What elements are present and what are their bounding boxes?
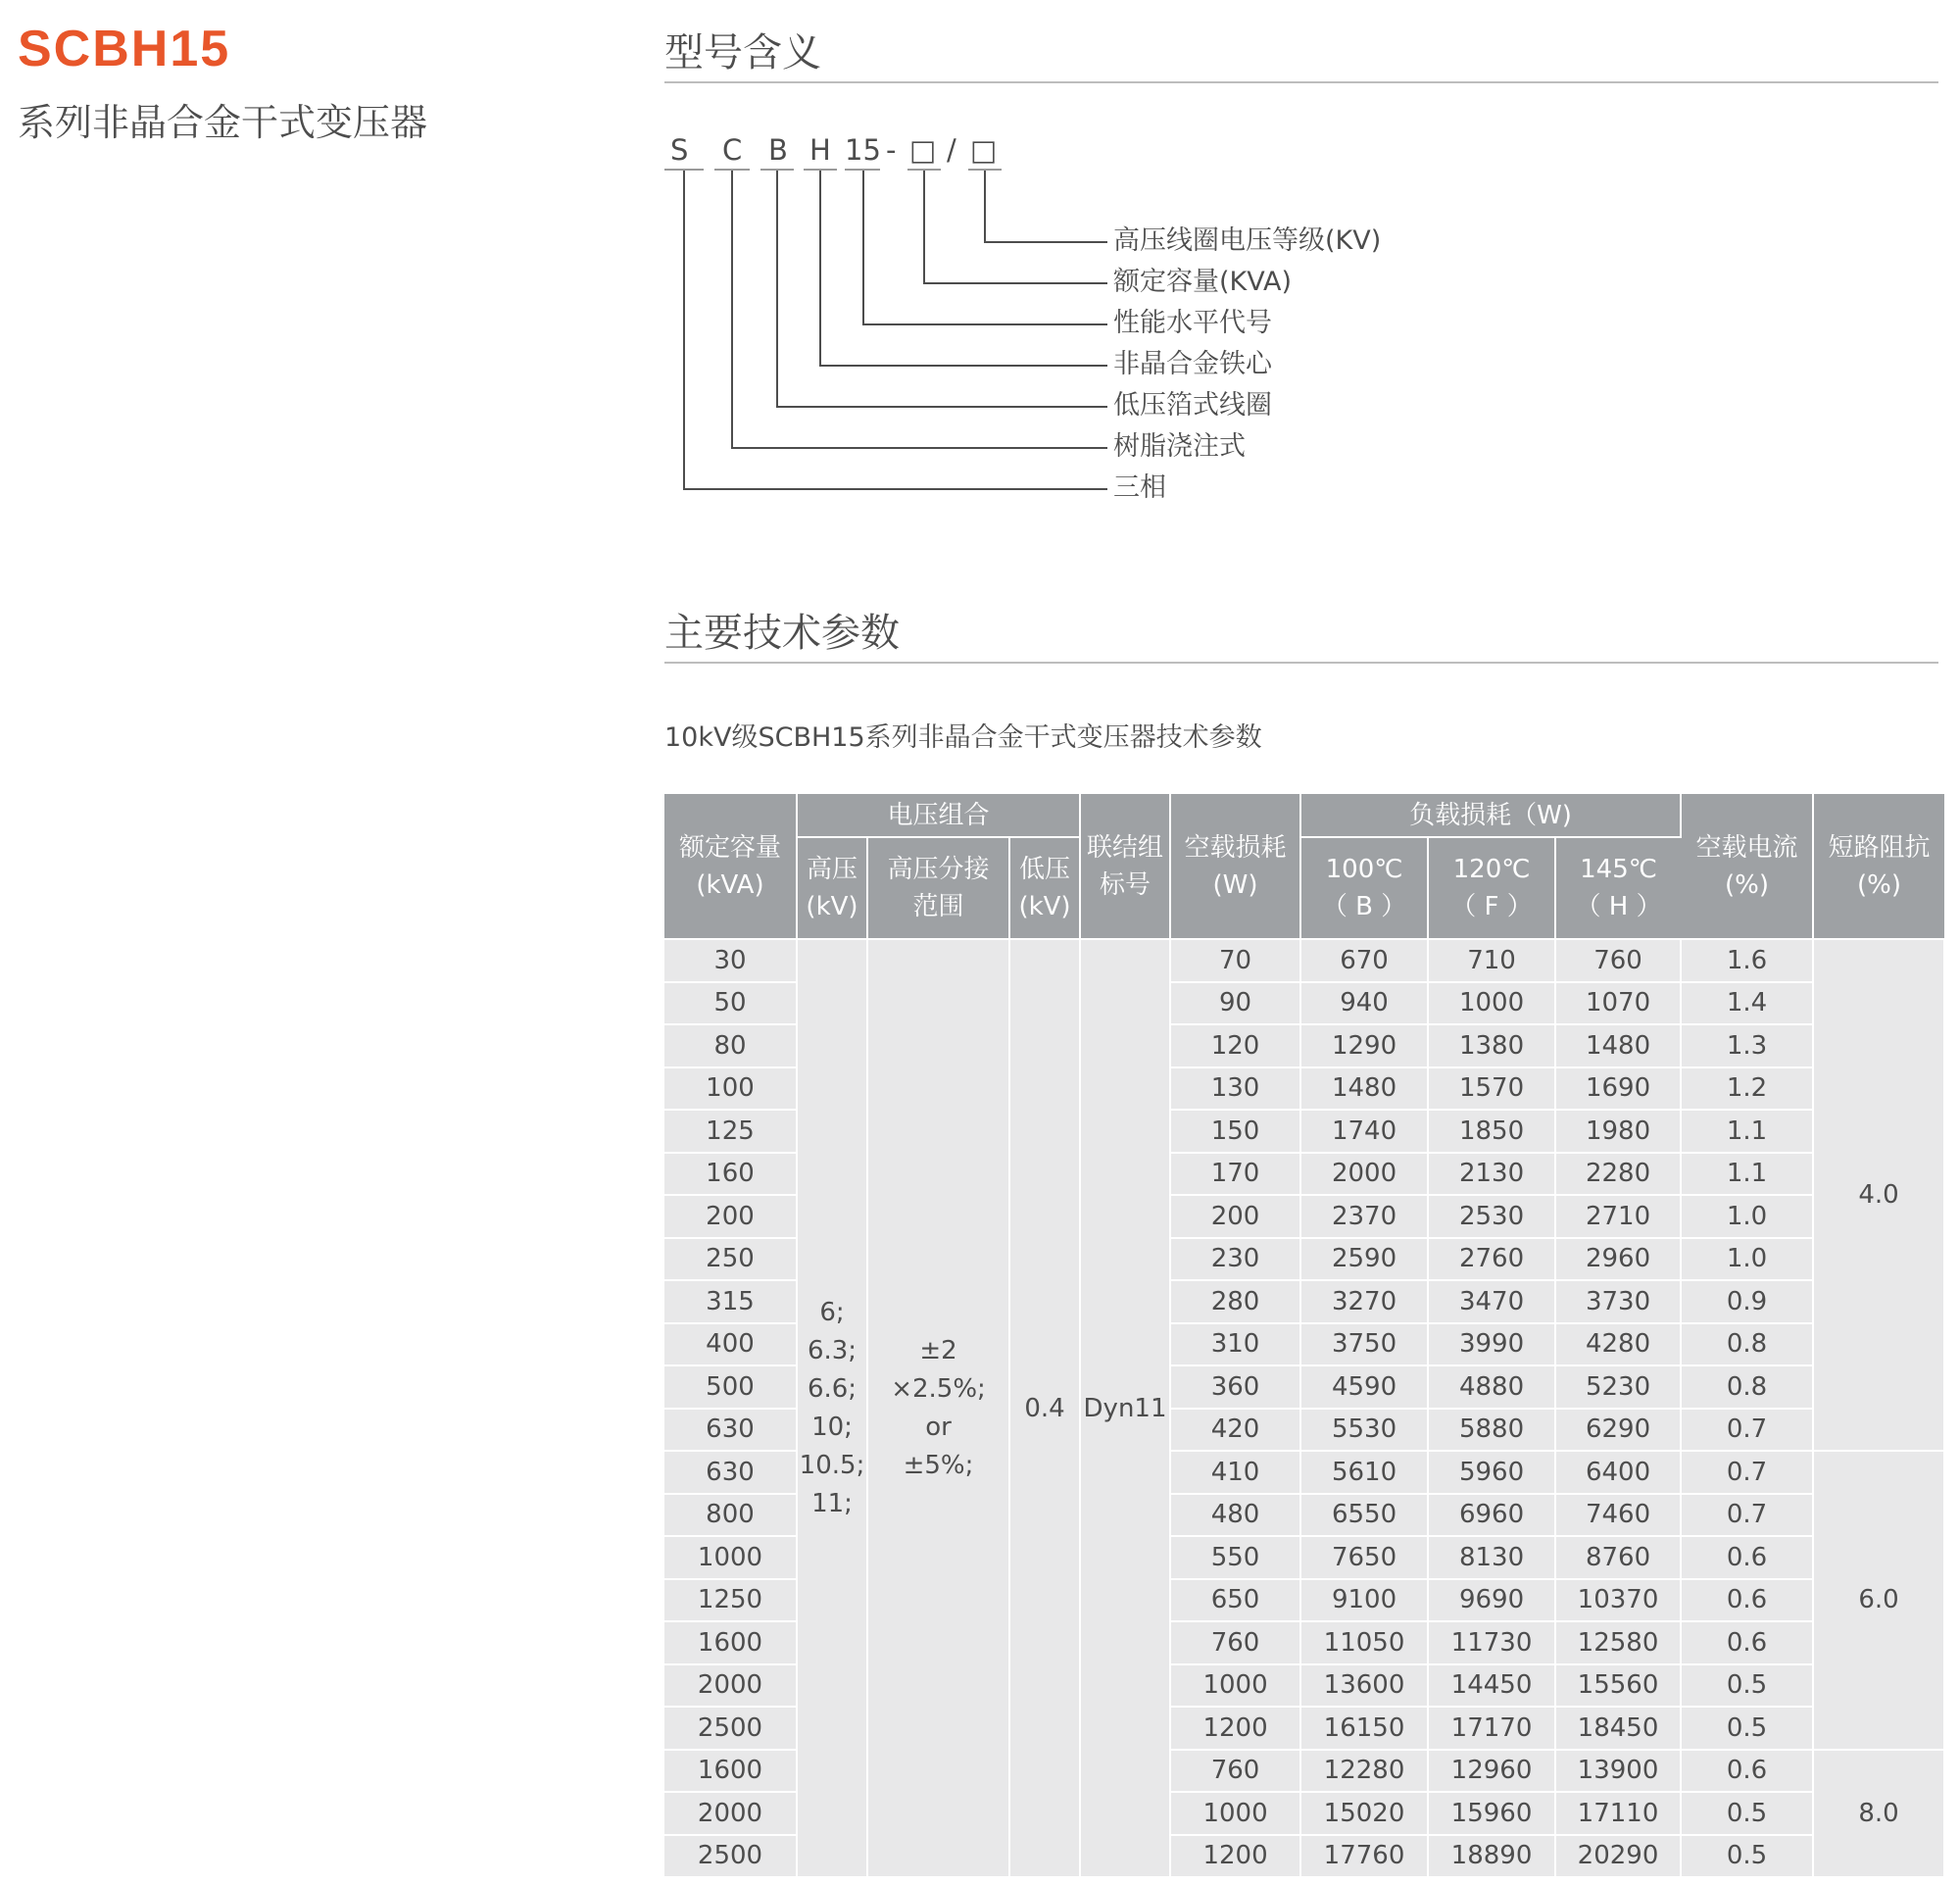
table-caption: 10kV级SCBH15系列非晶合金干式变压器技术参数 xyxy=(664,722,1262,753)
cell-load-loss-120: 6960 xyxy=(1428,1494,1555,1537)
cell-rated-capacity: 1250 xyxy=(664,1579,797,1622)
cell-load-loss-145: 2280 xyxy=(1555,1153,1681,1196)
cell-load-loss-100: 4590 xyxy=(1300,1365,1428,1409)
cell-load-loss-100: 9100 xyxy=(1300,1579,1428,1622)
cell-no-load-current: 0.9 xyxy=(1681,1280,1813,1323)
cell-rated-capacity: 125 xyxy=(664,1110,797,1153)
spec-table-body xyxy=(664,939,1944,1877)
cell-load-loss-120: 3470 xyxy=(1428,1280,1555,1323)
cell-no-load-loss: 230 xyxy=(1170,1238,1300,1281)
header-load-loss-100: 100℃ （ B ） xyxy=(1300,837,1428,939)
cell-no-load-current: 0.7 xyxy=(1681,1451,1813,1494)
cell-no-load-current: 0.7 xyxy=(1681,1494,1813,1537)
cell-load-loss-100: 940 xyxy=(1300,982,1428,1025)
label-performance-code: 性能水平代号 xyxy=(1113,308,1272,338)
tree-connector xyxy=(731,171,733,449)
cell-rated-capacity: 100 xyxy=(664,1067,797,1111)
cell-load-loss-100: 5610 xyxy=(1300,1451,1428,1494)
cell-load-loss-145: 2960 xyxy=(1555,1238,1681,1281)
cell-no-load-loss: 1000 xyxy=(1170,1664,1300,1708)
tree-connector xyxy=(683,171,685,490)
cell-load-loss-100: 2370 xyxy=(1300,1195,1428,1238)
cell-load-loss-100: 1740 xyxy=(1300,1110,1428,1153)
cell-impedance: 4.0 xyxy=(1813,939,1944,1451)
cell-load-loss-145: 5230 xyxy=(1555,1365,1681,1409)
cell-no-load-current: 1.1 xyxy=(1681,1110,1813,1153)
cell-vector-group: Dyn11 xyxy=(1080,939,1170,1877)
cell-load-loss-145: 760 xyxy=(1555,939,1681,982)
cell-load-loss-120: 15960 xyxy=(1428,1792,1555,1835)
cell-no-load-loss: 90 xyxy=(1170,982,1300,1025)
header-load-loss: 负载损耗（W) xyxy=(1300,794,1681,837)
header-impedance: 短路阻抗 (%) xyxy=(1813,794,1944,939)
cell-tap-range-line: ±2 xyxy=(919,1335,957,1365)
cell-rated-capacity: 50 xyxy=(664,982,797,1025)
cell-rated-capacity: 2500 xyxy=(664,1707,797,1750)
cell-load-loss-100: 3750 xyxy=(1300,1323,1428,1366)
tree-connector xyxy=(819,365,1107,367)
code-char-h: H xyxy=(809,133,831,167)
header-rated-capacity: 额定容量 (kVA) xyxy=(664,794,797,939)
cell-load-loss-120: 1850 xyxy=(1428,1110,1555,1153)
header-load-loss-120: 120℃ （ F ） xyxy=(1428,837,1555,939)
label-hv-voltage-class: 高压线圈电压等级(KV) xyxy=(1113,225,1382,256)
cell-load-loss-120: 1000 xyxy=(1428,982,1555,1025)
cell-no-load-loss: 1200 xyxy=(1170,1707,1300,1750)
cell-no-load-loss: 550 xyxy=(1170,1536,1300,1579)
cell-load-loss-145: 7460 xyxy=(1555,1494,1681,1537)
cell-load-loss-120: 17170 xyxy=(1428,1707,1555,1750)
cell-load-loss-100: 17760 xyxy=(1300,1835,1428,1878)
model-meaning-rule xyxy=(664,81,1938,83)
cell-no-load-loss: 760 xyxy=(1170,1750,1300,1793)
cell-load-loss-145: 10370 xyxy=(1555,1579,1681,1622)
product-subtitle: 系列非晶合金干式变压器 xyxy=(18,101,428,144)
cell-tap-range-line: or xyxy=(925,1412,952,1442)
cell-no-load-current: 1.0 xyxy=(1681,1195,1813,1238)
cell-no-load-loss: 200 xyxy=(1170,1195,1300,1238)
cell-impedance: 8.0 xyxy=(1813,1750,1944,1878)
cell-no-load-current: 0.5 xyxy=(1681,1664,1813,1708)
cell-rated-capacity: 630 xyxy=(664,1409,797,1452)
cell-load-loss-120: 710 xyxy=(1428,939,1555,982)
header-hv: 高压 (kV) xyxy=(797,837,867,939)
header-load-loss-145: 145℃ （ H ） xyxy=(1555,837,1681,939)
cell-hv-voltages-line: 6; xyxy=(819,1297,845,1327)
tree-connector xyxy=(731,447,1107,449)
cell-no-load-current: 0.8 xyxy=(1681,1323,1813,1366)
cell-rated-capacity: 1000 xyxy=(664,1536,797,1579)
cell-no-load-current: 0.5 xyxy=(1681,1792,1813,1835)
cell-load-loss-145: 6400 xyxy=(1555,1451,1681,1494)
cell-load-loss-120: 14450 xyxy=(1428,1664,1555,1708)
label-rated-capacity: 额定容量(KVA) xyxy=(1113,267,1292,297)
cell-load-loss-145: 1070 xyxy=(1555,982,1681,1025)
cell-no-load-loss: 480 xyxy=(1170,1494,1300,1537)
tree-connector xyxy=(984,171,986,243)
tree-connector xyxy=(819,171,821,367)
header-no-load-loss: 空载损耗 (W) xyxy=(1170,794,1300,939)
tech-params-heading: 主要技术参数 xyxy=(664,611,900,656)
label-three-phase: 三相 xyxy=(1113,472,1166,503)
cell-load-loss-145: 15560 xyxy=(1555,1664,1681,1708)
cell-load-loss-145: 1480 xyxy=(1555,1024,1681,1067)
cell-load-loss-120: 8130 xyxy=(1428,1536,1555,1579)
cell-load-loss-120: 2530 xyxy=(1428,1195,1555,1238)
cell-load-loss-120: 11730 xyxy=(1428,1621,1555,1664)
cell-rated-capacity: 2500 xyxy=(664,1835,797,1878)
cell-rated-capacity: 160 xyxy=(664,1153,797,1196)
tree-connector xyxy=(862,171,864,325)
cell-load-loss-145: 12580 xyxy=(1555,1621,1681,1664)
tree-connector xyxy=(923,282,1107,284)
cell-rated-capacity: 2000 xyxy=(664,1664,797,1708)
cell-load-loss-100: 3270 xyxy=(1300,1280,1428,1323)
cell-no-load-loss: 1200 xyxy=(1170,1835,1300,1878)
cell-no-load-current: 1.1 xyxy=(1681,1153,1813,1196)
cell-no-load-loss: 150 xyxy=(1170,1110,1300,1153)
cell-load-loss-120: 1570 xyxy=(1428,1067,1555,1111)
model-meaning-heading: 型号含义 xyxy=(664,30,821,75)
cell-load-loss-100: 16150 xyxy=(1300,1707,1428,1750)
code-char-dash: - xyxy=(886,133,897,167)
cell-load-loss-120: 5880 xyxy=(1428,1409,1555,1452)
header-lv: 低压 (kV) xyxy=(1009,837,1080,939)
cell-load-loss-100: 6550 xyxy=(1300,1494,1428,1537)
cell-no-load-loss: 410 xyxy=(1170,1451,1300,1494)
cell-load-loss-100: 13600 xyxy=(1300,1664,1428,1708)
code-char-b: B xyxy=(768,133,788,167)
cell-no-load-loss: 1000 xyxy=(1170,1792,1300,1835)
cell-load-loss-100: 2590 xyxy=(1300,1238,1428,1281)
cell-rated-capacity: 400 xyxy=(664,1323,797,1366)
cell-rated-capacity: 800 xyxy=(664,1494,797,1537)
label-amorphous-core: 非晶合金铁心 xyxy=(1113,349,1272,379)
cell-impedance: 6.0 xyxy=(1813,1451,1944,1750)
cell-rated-capacity: 2000 xyxy=(664,1792,797,1835)
header-voltage-group: 电压组合 xyxy=(797,794,1080,837)
cell-load-loss-145: 3730 xyxy=(1555,1280,1681,1323)
cell-load-loss-145: 4280 xyxy=(1555,1323,1681,1366)
cell-hv-voltages-line: 10.5; xyxy=(799,1450,865,1480)
cell-load-loss-120: 4880 xyxy=(1428,1365,1555,1409)
header-vector-group: 联结组 标号 xyxy=(1080,794,1170,939)
spec-table xyxy=(664,794,1945,1878)
cell-hv-voltages-line: 6.6; xyxy=(807,1373,858,1404)
cell-rated-capacity: 80 xyxy=(664,1024,797,1067)
cell-load-loss-145: 20290 xyxy=(1555,1835,1681,1878)
cell-load-loss-145: 2710 xyxy=(1555,1195,1681,1238)
cell-no-load-loss: 280 xyxy=(1170,1280,1300,1323)
cell-load-loss-100: 1290 xyxy=(1300,1024,1428,1067)
cell-tap-range xyxy=(867,939,1009,1877)
cell-rated-capacity: 200 xyxy=(664,1195,797,1238)
cell-rated-capacity: 1600 xyxy=(664,1621,797,1664)
tree-connector xyxy=(923,171,925,284)
label-resin-cast: 树脂浇注式 xyxy=(1113,431,1246,462)
cell-lv-voltage: 0.4 xyxy=(1009,939,1080,1877)
cell-load-loss-100: 670 xyxy=(1300,939,1428,982)
cell-load-loss-145: 13900 xyxy=(1555,1750,1681,1793)
cell-hv-voltages xyxy=(797,939,867,1877)
tree-connector xyxy=(984,241,1107,243)
cell-load-loss-145: 6290 xyxy=(1555,1409,1681,1452)
cell-no-load-current: 0.6 xyxy=(1681,1579,1813,1622)
cell-load-loss-100: 1480 xyxy=(1300,1067,1428,1111)
cell-load-loss-120: 12960 xyxy=(1428,1750,1555,1793)
cell-hv-voltages-line: 6.3; xyxy=(807,1335,858,1365)
cell-load-loss-120: 9690 xyxy=(1428,1579,1555,1622)
cell-no-load-loss: 70 xyxy=(1170,939,1300,982)
cell-no-load-current: 1.6 xyxy=(1681,939,1813,982)
cell-load-loss-120: 2130 xyxy=(1428,1153,1555,1196)
cell-load-loss-100: 7650 xyxy=(1300,1536,1428,1579)
cell-load-loss-120: 3990 xyxy=(1428,1323,1555,1366)
cell-tap-range-line: ×2.5%; xyxy=(891,1373,986,1404)
cell-no-load-loss: 120 xyxy=(1170,1024,1300,1067)
cell-rated-capacity: 30 xyxy=(664,939,797,982)
cell-hv-voltages-line: 11; xyxy=(811,1488,853,1518)
code-char-15: 15 xyxy=(845,133,881,167)
cell-no-load-current: 0.5 xyxy=(1681,1707,1813,1750)
code-char-s: S xyxy=(670,133,689,167)
header-no-load-current: 空载电流 (%) xyxy=(1681,794,1813,939)
cell-no-load-loss: 310 xyxy=(1170,1323,1300,1366)
cell-load-loss-145: 18450 xyxy=(1555,1707,1681,1750)
cell-load-loss-120: 2760 xyxy=(1428,1238,1555,1281)
code-char-c: C xyxy=(722,133,743,167)
cell-no-load-current: 0.6 xyxy=(1681,1621,1813,1664)
header-tap-range: 高压分接 范围 xyxy=(867,837,1009,939)
cell-load-loss-100: 11050 xyxy=(1300,1621,1428,1664)
tree-connector xyxy=(683,488,1107,490)
cell-no-load-current: 1.2 xyxy=(1681,1067,1813,1111)
cell-load-loss-145: 17110 xyxy=(1555,1792,1681,1835)
tree-connector xyxy=(862,323,1107,325)
cell-no-load-current: 0.6 xyxy=(1681,1536,1813,1579)
cell-no-load-current: 0.7 xyxy=(1681,1409,1813,1452)
cell-no-load-loss: 360 xyxy=(1170,1365,1300,1409)
cell-no-load-loss: 170 xyxy=(1170,1153,1300,1196)
label-lv-foil-coil: 低压箔式线圈 xyxy=(1113,390,1272,421)
cell-rated-capacity: 250 xyxy=(664,1238,797,1281)
cell-load-loss-100: 5530 xyxy=(1300,1409,1428,1452)
cell-load-loss-145: 1980 xyxy=(1555,1110,1681,1153)
cell-no-load-current: 0.5 xyxy=(1681,1835,1813,1878)
cell-rated-capacity: 315 xyxy=(664,1280,797,1323)
cell-load-loss-145: 8760 xyxy=(1555,1536,1681,1579)
tech-params-rule xyxy=(664,662,1938,664)
cell-rated-capacity: 1600 xyxy=(664,1750,797,1793)
cell-no-load-current: 1.4 xyxy=(1681,982,1813,1025)
cell-load-loss-120: 1380 xyxy=(1428,1024,1555,1067)
tree-connector xyxy=(776,406,1107,408)
cell-tap-range-line: ±5%; xyxy=(903,1450,974,1480)
cell-no-load-loss: 650 xyxy=(1170,1579,1300,1622)
cell-no-load-current: 1.3 xyxy=(1681,1024,1813,1067)
cell-load-loss-120: 18890 xyxy=(1428,1835,1555,1878)
cell-no-load-current: 0.8 xyxy=(1681,1365,1813,1409)
code-char-box-voltage: □ xyxy=(970,133,998,167)
cell-no-load-loss: 130 xyxy=(1170,1067,1300,1111)
cell-load-loss-100: 2000 xyxy=(1300,1153,1428,1196)
tree-connector xyxy=(776,171,778,408)
product-title: SCBH15 xyxy=(18,21,231,77)
cell-rated-capacity: 630 xyxy=(664,1451,797,1494)
code-char-box-capacity: □ xyxy=(909,133,937,167)
cell-load-loss-100: 15020 xyxy=(1300,1792,1428,1835)
cell-load-loss-100: 12280 xyxy=(1300,1750,1428,1793)
table-row xyxy=(664,939,1944,982)
cell-no-load-loss: 420 xyxy=(1170,1409,1300,1452)
cell-load-loss-120: 5960 xyxy=(1428,1451,1555,1494)
cell-no-load-current: 0.6 xyxy=(1681,1750,1813,1793)
cell-no-load-current: 1.0 xyxy=(1681,1238,1813,1281)
cell-rated-capacity: 500 xyxy=(664,1365,797,1409)
cell-hv-voltages-line: 10; xyxy=(811,1412,853,1442)
code-char-slash: / xyxy=(947,133,956,167)
cell-load-loss-145: 1690 xyxy=(1555,1067,1681,1111)
cell-no-load-loss: 760 xyxy=(1170,1621,1300,1664)
